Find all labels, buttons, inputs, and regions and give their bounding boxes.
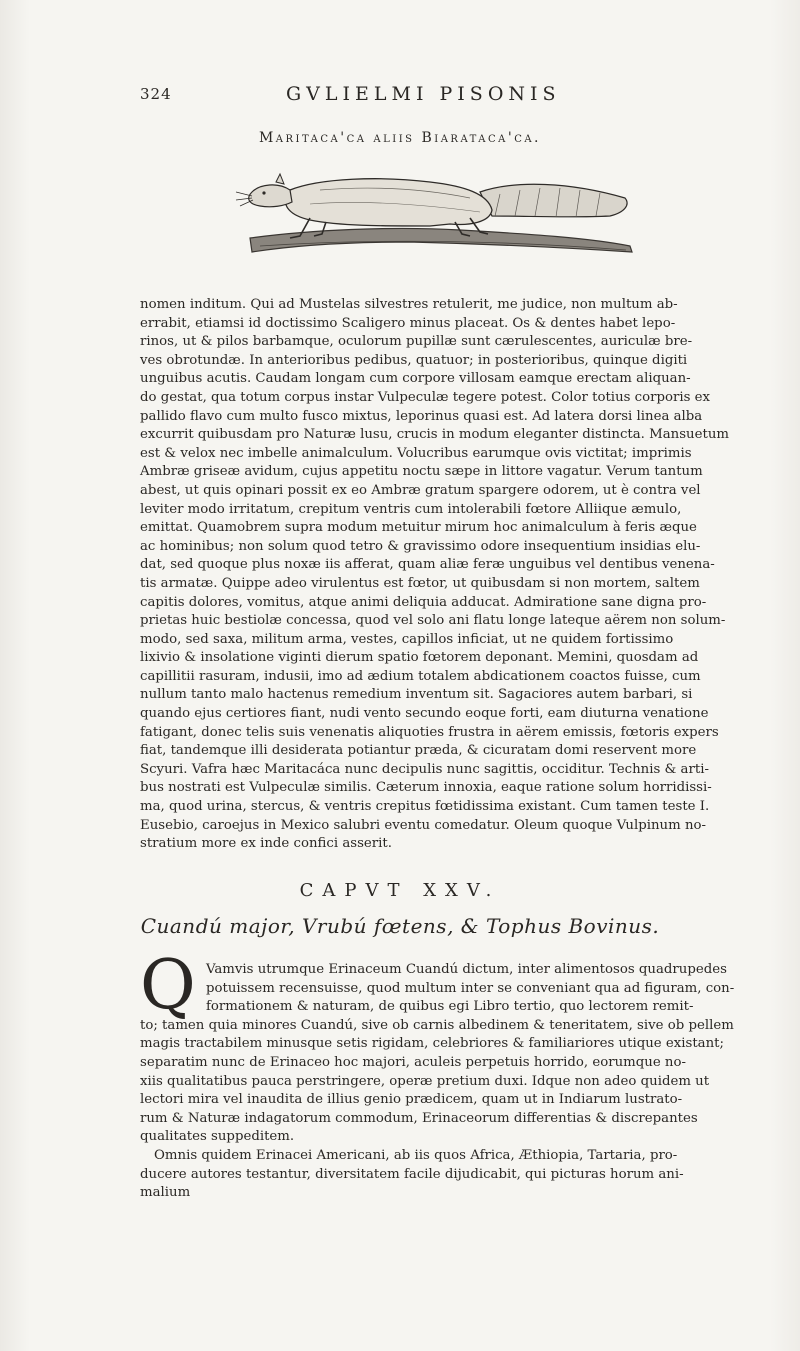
text-line: capitis dolores, vomitus, atque animi deliquia adducat. Admiratione sane digna pro- — [140, 594, 707, 610]
text-line: pallido flavo cum multo fusco mixtus, leporinus quasi est. Ad latera dorsi linea alba — [140, 408, 703, 424]
section-2-text — [140, 961, 735, 1203]
text-line: Ambræ griseæ avidum, cujus appetitu noctu sæpe in littore vagatur. Verum tantum — [140, 464, 703, 480]
text-line: lixivio & insolatione viginti dierum spatio fœtorem deponant. Memini, quosdam ad — [140, 650, 699, 666]
text-line: modo, sed saxa, militum arma, vestes, capillos inficiat, ut ne quidem fortissimo — [140, 631, 674, 647]
text-line: separatim nunc de Erinaceo hoc majori, aculeis perpetuis horrido, eorumque no- — [140, 1054, 686, 1070]
text-line: potuissem recensuisse, quod multum inter se conveniant qua ad figuram, con- — [206, 980, 735, 996]
text-line: Scyuri. Vafra hæc Maritacáca nunc decipulis nunc sagittis, occiditur. Technis & arti- — [140, 761, 709, 777]
running-head: GVLIELMI PISONIS — [286, 83, 561, 105]
text-line: fatigant, donec telis suis venenatis aliquoties frustra in aërem emissis, fœtoris expers — [140, 724, 719, 740]
text-line: leviter modo irritatum, crepitum ventris cum intolerabili fœtore Alliique æmulo, — [140, 501, 682, 517]
text-line: Eusebio, caroejus in Mexico salubri eventu comedatur. Oleum quoque Vulpinum no- — [140, 817, 707, 833]
text-line: est & velox nec imbelle animalculum. Volucribus earumque ovis victitat; imprimis — [140, 445, 692, 461]
text-line: xiis qualitatibus pauca perstringere, operæ pretium duxi. Idque non adeo quidem ut — [140, 1073, 710, 1089]
animal-body — [286, 179, 492, 226]
drop-cap: Q — [140, 946, 196, 1025]
chapter-heading: CAPVT XXV. — [299, 880, 501, 901]
text-line: errabit, etiamsi id doctissimo Scaligero minus placeat. Os & dentes habet lepo- — [140, 315, 676, 331]
branch-ground — [250, 228, 632, 252]
text-line: dat, sed quoque plus noxæ iis afferat, quam aliæ feræ unguibus vel dentibus venena- — [140, 557, 715, 573]
text-line: qualitates suppeditem. — [140, 1129, 295, 1145]
text-line: nullum tanto malo hactenus remedium inventum sit. Sagaciores autem barbari, si — [140, 687, 693, 703]
text-line: to; tamen quia minores Cuandú, sive ob carnis albedinem & teneritatem, sive ob pellem — [140, 1017, 734, 1033]
page-header — [140, 83, 660, 113]
text-line: rum & Naturæ indagatorum commodum, Erinaceorum differentias & discrepantes — [140, 1110, 698, 1126]
figure-caption: Maritaca'ca aliis Biarataca'ca. — [258, 130, 542, 146]
text-line: Vamvis utrumque Erinaceum Cuandú dictum, inter alimentosos quadrupedes — [206, 962, 727, 977]
text-line: capillitii rasuram, indusii, imo ad ædium totalem abdicationem coactos fuisse, cum — [140, 668, 701, 684]
chapter-title: Cuandú major, Vrubú fœtens, & Tophus Bovinus. — [140, 914, 660, 938]
text-line: ves obrotundæ. In anterioribus pedibus, quatuor; in posterioribus, quinque digiti — [140, 352, 688, 368]
animal-tail — [480, 184, 627, 217]
text-line: do gestat, qua totum corpus instar Vulpeculæ tegere potest. Color totius corporis ex — [140, 389, 711, 405]
text-line: excurrit quibusdam pro Naturæ lusu, crucis in modum eleganter distincta. Mansuetum — [140, 427, 729, 443]
text-line: abest, ut quis opinari possit ex eo Ambræ gratum spargere odorem, ut è contra vel — [140, 482, 701, 498]
text-line: fiat, tandemque illi desiderata potiantur præda, & cicuratam domi reservent more — [140, 743, 697, 759]
text-line: formationem & naturam, de quibus egi Libro tertio, quo lectorem remit- — [206, 999, 694, 1015]
text-line: rinos, ut & pilos barbamque, oculorum pupillæ sunt cærulescentes, auriculæ bre- — [140, 334, 693, 350]
animal-engraving — [230, 160, 650, 270]
text-line: emittat. Quamobrem supra modum metuitur mirum hoc animalculum à feris æque — [140, 520, 697, 536]
text-line: nomen inditum. Qui ad Mustelas silvestres retulerit, me judice, non multum ab- — [140, 297, 678, 312]
text-line: tis armatæ. Quippe adeo virulentus est fœtor, ut quibusdam si non mortem, saltem — [140, 575, 700, 591]
animal-head — [249, 185, 292, 207]
text-line: ma, quod urina, stercus, & ventris crepitus fœtidissima existant. Cum tamen teste I. — [140, 799, 710, 815]
page-number: 324 — [140, 85, 172, 103]
text-line: unguibus acutis. Caudam longam cum corpore villosam eamque erectam aliquan- — [140, 371, 691, 387]
section-1-text — [140, 296, 729, 854]
text-line: ducere autores testantur, diversitatem facile dijudicabit, qui picturas horum ani- — [140, 1166, 684, 1182]
text-line: lectori mira vel inaudita de illius genio prædicem, quam ut in Indiarum lustrato- — [140, 1092, 683, 1108]
text-line: bus nostrati est Vulpeculæ similis. Cæterum innoxia, eaque ratione solum horridissi- — [140, 780, 712, 796]
text-line: ac hominibus; non solum quod tetro & gravissimo odore insequentium insidias elu- — [140, 538, 701, 554]
text-line: stratium more ex inde confici asserit. — [140, 836, 392, 852]
text-line: malium — [140, 1185, 191, 1201]
text-line: prietas huic bestiolæ concessa, quod vel solo ani flatu longe lateque aërem non solum- — [140, 613, 726, 629]
text-line: magis tractabilem minusque setis rigidam, celebriores & familiariores utique existant; — [140, 1036, 724, 1052]
text-line: quando ejus certiores fiant, nudi vento secundo eoque forti, eam diuturna venatione — [140, 706, 709, 722]
text-line: Omnis quidem Erinacei Americani, ab iis quos Africa, Æthiopia, Tartaria, pro- — [154, 1147, 678, 1163]
